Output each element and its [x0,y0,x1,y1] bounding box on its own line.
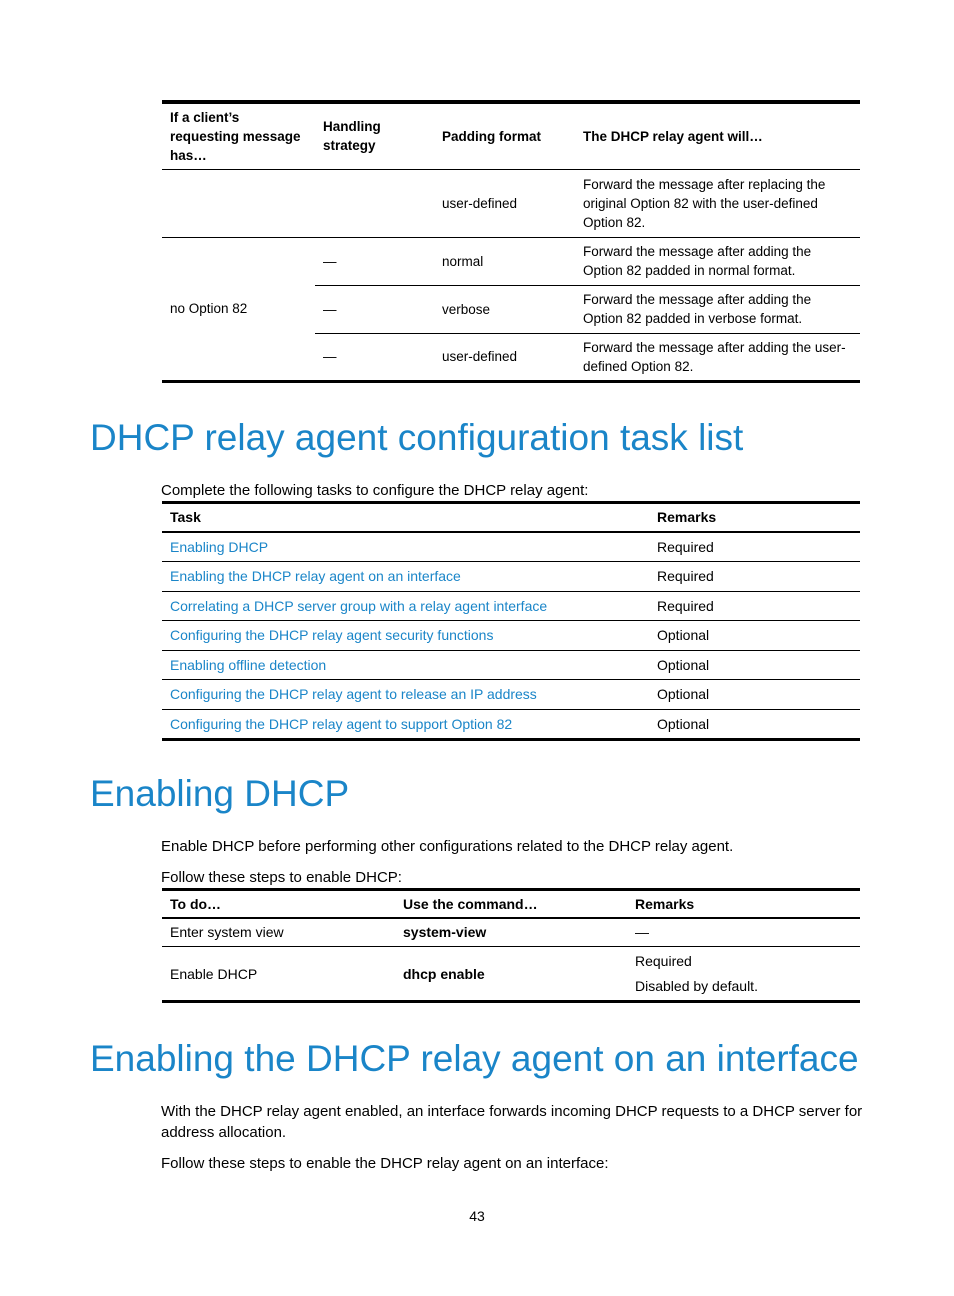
remark-cell: Optional [657,656,710,673]
table-row [162,169,860,237]
action-cell: Forward the message after replacing the original Option 82 with the user-defined Option 82. [583,176,826,230]
command-cell: dhcp enable [403,965,485,982]
strategy-cell: — [323,253,337,269]
task-link-release-ip-address[interactable]: Configuring the DHCP relay agent to release an IP address [170,686,537,703]
table-row [162,532,860,562]
remark-cell: — [635,924,649,941]
command-cell: system-view [403,924,487,941]
table-row [162,947,860,1002]
table-header-row [162,102,860,169]
task-link-enable-relay-agent-interface[interactable]: Enabling the DHCP relay agent on an interface [170,568,461,585]
table-row [162,918,860,947]
remark-cell: Required [657,538,714,555]
section-title-relay-interface: Enabling the DHCP relay agent on an interface [90,1038,859,1079]
table-cell [315,169,434,237]
table-header-row [162,890,860,918]
todo-cell: Enable DHCP [170,965,258,982]
padding-cell: verbose [442,301,491,317]
strategy-cell: — [323,349,337,364]
todo-cell: Enter system view [170,924,284,941]
table-row [162,562,860,592]
col-header-remarks: Remarks [635,895,695,912]
table-row [162,237,860,285]
strategy-cell: — [323,301,337,317]
table-cell [162,169,315,237]
task-link-correlate-server-group[interactable]: Correlating a DHCP server group with a relay agent interface [170,597,548,614]
task-table [162,501,860,741]
table-row [162,709,860,740]
task-link-offline-detection[interactable]: Enabling offline detection [170,656,327,673]
action-cell: Forward the message after adding the Option 82 padded in verbose format. [583,292,812,326]
remark-cell: Optional [657,627,710,644]
page-number: 43 [469,1208,485,1224]
remark-cell: Optional [657,715,710,732]
section-title-enabling-dhcp: Enabling DHCP [90,773,350,814]
table-row [162,591,860,621]
action-cell: Forward the message after adding the Option 82 padded in normal format. [583,244,812,278]
task-link-security-functions[interactable]: Configuring the DHCP relay agent security functions [170,627,494,644]
col-header-command: Use the command… [403,895,538,912]
section-title-task-list: DHCP relay agent configuration task list [90,417,744,458]
padding-cell: user-defined [442,195,518,211]
task-link-enabling-dhcp[interactable]: Enabling DHCP [170,538,269,555]
action-cell: Forward the message after adding the user-defined Option 82. [583,339,846,374]
enable-dhcp-paragraph: Enable DHCP before performing other configurations related to the DHCP relay agent. [161,838,734,855]
relay-interface-paragraph: With the DHCP relay agent enabled, an interface forwards incoming DHCP requests to a DHCP server for address allocation. [161,1103,863,1141]
enable-dhcp-table [162,888,860,1003]
col-header-client-message: If a client’s requesting message has… [170,109,301,163]
enable-dhcp-steps-intro: Follow these steps to enable DHCP: [161,869,402,886]
remark-line: Disabled by default. [635,977,758,994]
no-option82-cell: no Option 82 [170,301,248,316]
col-header-remarks: Remarks [657,509,717,526]
option82-table [162,100,860,383]
col-header-padding-format: Padding format [442,128,542,144]
table-row [162,680,860,710]
task-list-intro: Complete the following tasks to configure the DHCP relay agent: [161,482,589,499]
remark-cell: Optional [657,686,710,703]
remark-cell [627,947,860,1002]
padding-cell: user-defined [442,349,518,364]
task-link-support-option82[interactable]: Configuring the DHCP relay agent to support Option 82 [170,715,513,732]
table-row [162,621,860,651]
remark-line: Required [635,952,692,969]
padding-cell: normal [442,253,484,269]
table-header-row [162,503,860,532]
relay-interface-steps-intro: Follow these steps to enable the DHCP relay agent on an interface: [161,1155,609,1172]
col-header-todo: To do… [170,895,222,912]
col-header-relay-action: The DHCP relay agent will… [583,128,763,144]
remark-cell: Required [657,597,714,614]
table-row [162,650,860,680]
col-header-handling-strategy: Handling strategy [323,119,381,154]
col-header-task: Task [170,509,201,526]
remark-cell: Required [657,568,714,585]
